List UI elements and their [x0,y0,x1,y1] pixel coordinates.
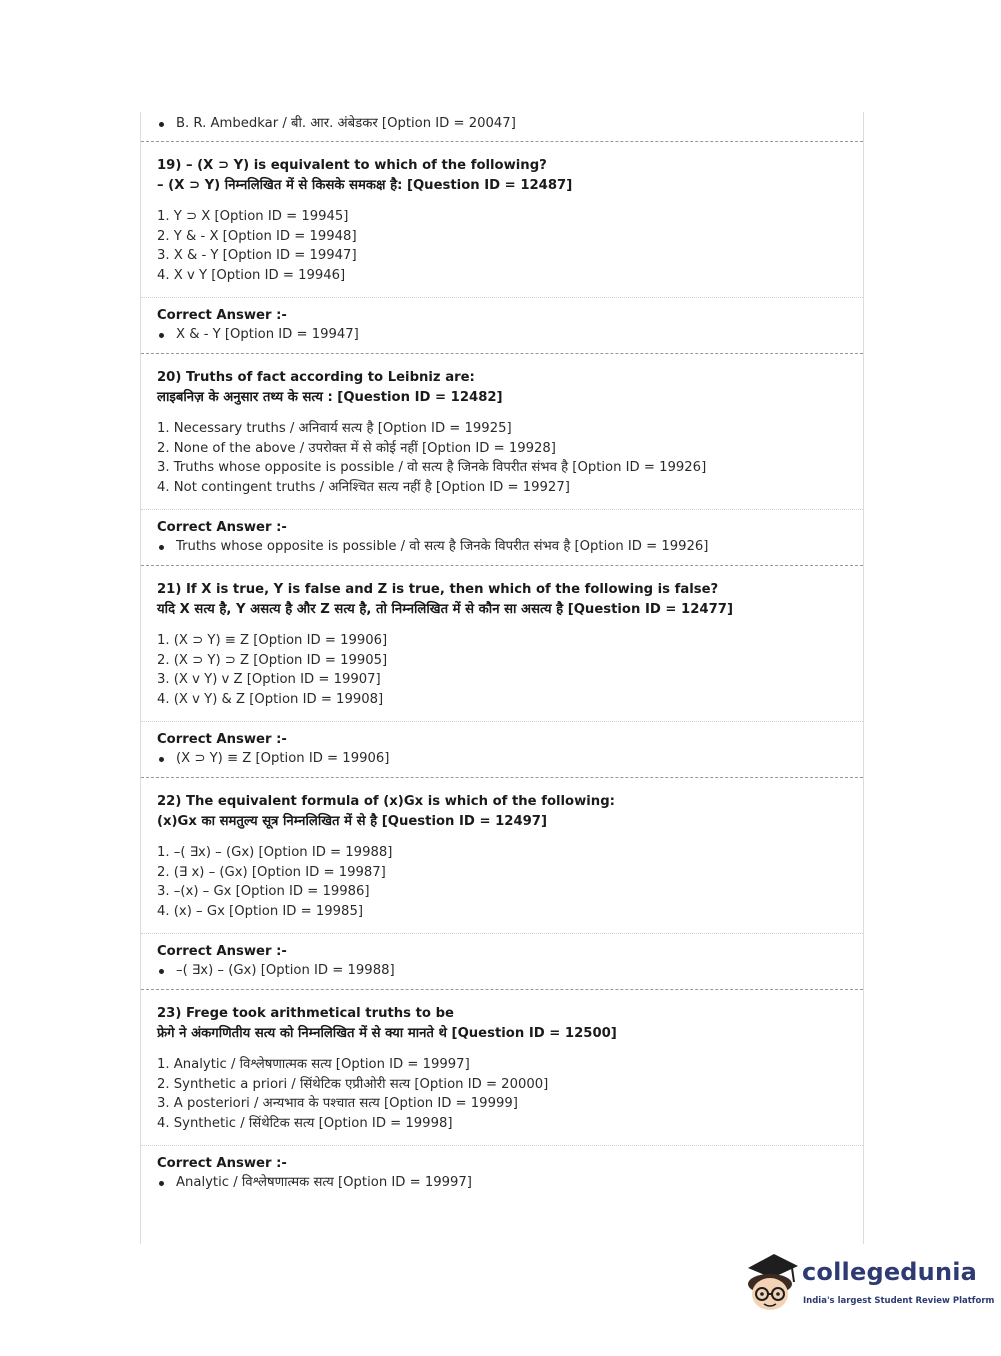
student-mascot-icon [740,1248,800,1314]
option-item: 3. –(x) – Gx [Option ID = 19986] [157,884,370,899]
logo-brand-text: collegedunia [802,1258,978,1286]
question-section [141,566,863,722]
option-item: 4. Not contingent truths / अनिश्चित सत्य नहीं है [Option ID = 19927] [157,479,570,495]
correct-answer-text: –( ∃x) – (Gx) [Option ID = 19988] [176,963,395,978]
question-section [141,354,863,510]
correct-answer-row [157,749,847,769]
question-title-en: 23) Frege took arithmetical truths to be [157,1006,454,1021]
question-title-hi: लाइबनिज़ के अनुसार तथ्य के सत्य : [Question ID = 12482] [157,389,503,405]
options-list [157,207,847,285]
option-item: 1. –( ∃x) – (Gx) [Option ID = 19988] [157,845,393,860]
bullet-icon [159,1181,164,1186]
correct-answer-text: Truths whose opposite is possible / वो सत्य है जिनके विपरीत संभव है [Option ID = 19926] [176,539,709,554]
question-title-en: 21) If X is true, Y is false and Z is true, then which of the following is false? [157,582,719,597]
correct-answer-row [157,537,847,557]
question-section [141,142,863,298]
question-block [141,778,863,990]
option-item: 4. (X v Y) & Z [Option ID = 19908] [157,691,384,707]
options-list [157,419,847,497]
correct-answer-row [157,1173,847,1193]
question-title-hi: – (X ⊃ Y) निम्नलिखित में से किसके समकक्ष है: [Question ID = 12487] [157,177,573,193]
correct-answer-text: X & - Y [Option ID = 19947] [176,327,359,342]
option-item: 1. Necessary truths / अनिवार्य सत्य है [Option ID = 19925] [157,421,512,436]
logo-tagline: India's largest Student Review Platform [803,1296,995,1306]
correct-answer-row [157,325,847,345]
correct-answer-label: Correct Answer :- [157,1156,287,1171]
correct-answer-text: Analytic / विश्लेषणात्मक सत्य [Option ID = 19997] [176,1175,472,1190]
answer-section [141,1146,863,1201]
option-item: 3. X & - Y [Option ID = 19947] [157,248,357,263]
options-list [157,631,847,709]
question-title-hi: फ्रेगे ने अंकगणितीय सत्य को निम्नलिखित में से क्या मानते थे [Question ID = 12500] [157,1025,617,1041]
bullet-icon [159,122,164,127]
bullet-icon [159,545,164,550]
option-item: 2. None of the above / उपरोक्त में से कोई नहीं [Option ID = 19928] [157,440,556,456]
previous-answer [141,112,863,142]
option-item: 3. Truths whose opposite is possible / वो सत्य है जिनके विपरीत संभव है [Option ID = 19926] [157,460,707,475]
question-section [141,990,863,1146]
question-title-en: 20) Truths of fact according to Leibniz are: [157,370,475,385]
option-item: 2. Y & - X [Option ID = 19948] [157,228,357,244]
options-list [157,843,847,921]
bullet-icon [159,757,164,762]
question-paper [140,112,864,1244]
collegedunia-logo[interactable] [740,1248,995,1318]
question-section [141,778,863,934]
answer-section [141,510,863,565]
question-block [141,142,863,354]
question-block [141,354,863,566]
option-item: 4. Synthetic / सिंथेटिक सत्य [Option ID = 19998] [157,1115,453,1131]
bullet-icon [159,969,164,974]
question-title-en: 22) The equivalent formula of (x)Gx is which of the following: [157,794,615,809]
question-block [141,990,863,1201]
correct-answer-label: Correct Answer :- [157,308,287,323]
correct-answer-label: Correct Answer :- [157,520,287,535]
question-title-hi: (x)Gx का समतुल्य सूत्र निम्नलिखित में से है [Question ID = 12497] [157,813,548,829]
option-item: 3. (X v Y) v Z [Option ID = 19907] [157,672,381,687]
options-list [157,1055,847,1133]
question-block [141,566,863,778]
option-item: 4. (x) – Gx [Option ID = 19985] [157,903,363,919]
option-item: 2. (∃ x) – (Gx) [Option ID = 19987] [157,864,386,880]
option-item: 1. Y ⊃ X [Option ID = 19945] [157,209,349,224]
option-item: 3. A posteriori / अन्यभाव के पश्चात सत्य [Option ID = 19999] [157,1096,518,1111]
answer-section [141,298,863,353]
option-item: 1. Analytic / विश्लेषणात्मक सत्य [Option ID = 19997] [157,1057,470,1072]
previous-answer-text: B. R. Ambedkar / बी. आर. अंबेडकर [Option ID = 20047] [176,116,516,131]
correct-answer-label: Correct Answer :- [157,732,287,747]
answer-section [141,934,863,989]
question-title-hi: यदि X सत्य है, Y असत्य है और Z सत्य है, तो निम्नलिखित में से कौन सा असत्य है [Question ID = 12477] [157,601,733,617]
correct-answer-row [157,961,847,981]
option-item: 2. Synthetic a priori / सिंथेटिक एप्रीओरी सत्य [Option ID = 20000] [157,1076,549,1092]
correct-answer-text: (X ⊃ Y) ≡ Z [Option ID = 19906] [176,751,390,766]
question-title-en: 19) – (X ⊃ Y) is equivalent to which of the following? [157,158,547,173]
option-item: 1. (X ⊃ Y) ≡ Z [Option ID = 19906] [157,633,388,648]
correct-answer-label: Correct Answer :- [157,944,287,959]
bullet-icon [159,333,164,338]
option-item: 2. (X ⊃ Y) ⊃ Z [Option ID = 19905] [157,652,388,668]
answer-section [141,722,863,777]
option-item: 4. X v Y [Option ID = 19946] [157,267,346,283]
